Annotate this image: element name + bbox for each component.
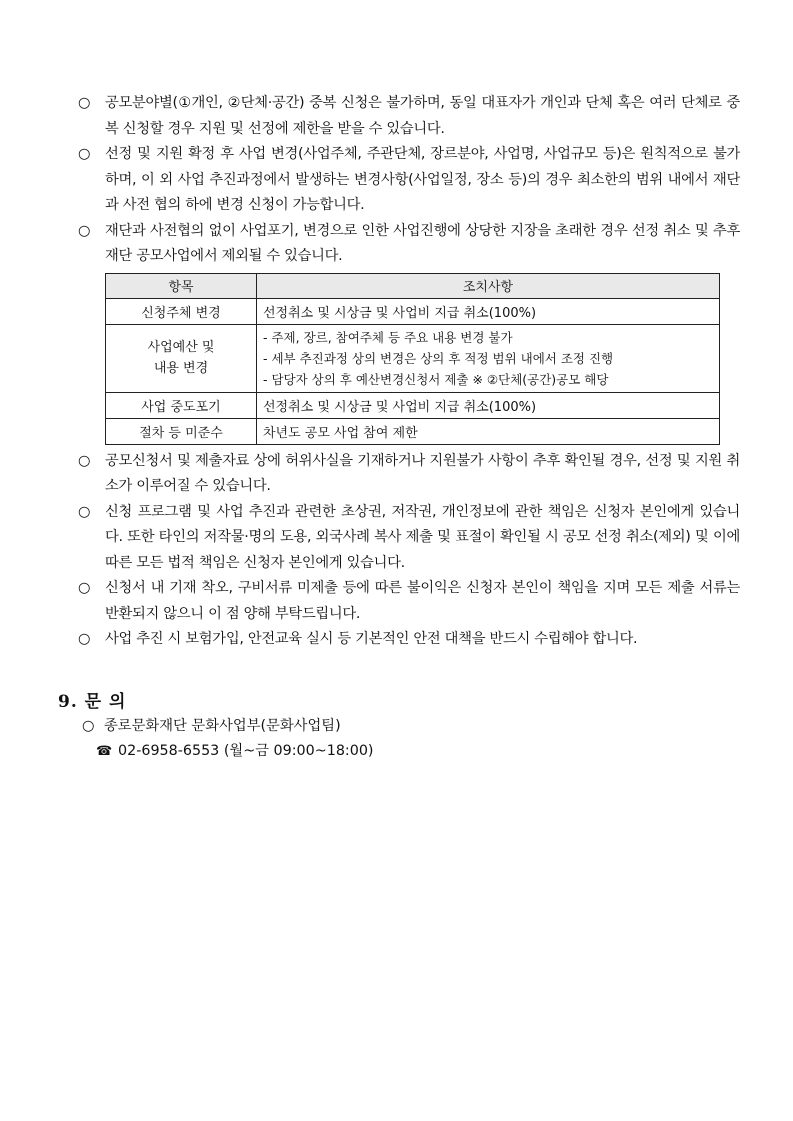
measures-table-wrap — [105, 273, 740, 445]
row-action: - 주제, 장르, 참여주체 등 주요 내용 변경 불가 - 세부 추진과정 상의 변경은 상의 후 적정 범위 내에서 조정 진행 - 담당자 상의 후 예산변경신청서 제출 ※ ②단체(공간)공모 해당 — [257, 324, 720, 392]
notice-item: ○ 선정 및 지원 확정 후 사업 변경(사업주체, 주관단체, 장르분야, 사업명, 사업규모 등)은 원칙적으로 불가하며, 이 외 사업 추진과정에서 발생하는 변경사항(사업일정, 장소 등)의 경우 최소한의 범위 내에서 재단과 사전 협의 하에 변경 신청이 가능합니다. — [78, 142, 740, 219]
circle-bullet-icon: ○ — [78, 222, 91, 239]
circle-bullet-icon: ○ — [78, 95, 91, 111]
table-header-row — [106, 273, 720, 298]
row-item: 사업 중도포기 — [106, 392, 257, 418]
phone-icon: ☎ — [96, 744, 113, 759]
circle-bullet-icon: ○ — [78, 580, 91, 596]
circle-bullet-icon: ○ — [82, 718, 95, 734]
notice-item: ○ 신청서 내 기재 착오, 구비서류 미제출 등에 따른 불이익은 신청자 본인이 책임을 지며 모든 제출 서류는 반환되지 않으니 이 점 양해 부탁드립니다. — [78, 576, 740, 627]
notice-item: ○ 공모신청서 및 제출자료 상에 허위사실을 기재하거나 지원불가 사항이 추후 확인될 경우, 선정 및 지원 취소가 이루어질 수 있습니다. — [78, 449, 740, 500]
row-action: 선정취소 및 시상금 및 사업비 지급 취소(100%) — [257, 298, 720, 324]
header-action: 조치사항 — [257, 273, 720, 298]
circle-bullet-icon: ○ — [78, 452, 91, 469]
table-row — [106, 324, 720, 392]
table-row — [106, 298, 720, 324]
row-item: 사업예산 및 내용 변경 — [106, 324, 257, 392]
row-action: 선정취소 및 시상금 및 사업비 지급 취소(100%) — [257, 392, 720, 418]
contact-org: 종로문화재단 문화사업부(문화사업팀) — [104, 718, 341, 734]
row-item: 절차 등 미준수 — [106, 418, 257, 444]
notice-item: ○ 신청 프로그램 및 사업 추진과 관련한 초상권, 저작권, 개인정보에 관한 책임은 신청자 본인에게 있습니다. 또한 타인의 저작물·명의 도용, 외국사례 복사 제출 및 표절이 확인될 시 공모 선정 취소(제외) 및 이에 따른 모든 법적 책임은 신청자 본인에게 있습니다. — [78, 500, 740, 577]
section-title: 9. 문 의 — [58, 692, 127, 712]
circle-bullet-icon: ○ — [78, 631, 91, 647]
header-item: 항목 — [106, 273, 257, 298]
contact-phone-line — [82, 739, 374, 764]
contact-phone: 02-6958-6553 (월~금 09:00~18:00) — [118, 743, 374, 759]
contact-block — [82, 714, 374, 764]
row-item: 신청주체 변경 — [106, 298, 257, 324]
notice-item: ○ 재단과 사전협의 없이 사업포기, 변경으로 인한 사업진행에 상당한 지장을 초래한 경우 선정 취소 및 추후 재단 공모사업에서 제외될 수 있습니다. — [78, 219, 740, 270]
notice-item: ○ 공모분야별(①개인, ②단체·공간) 중복 신청은 불가하며, 동일 대표자가 개인과 단체 혹은 여러 단체로 중복 신청할 경우 지원 및 선정에 제한을 받을 수 있습니다. — [78, 91, 740, 142]
circle-bullet-icon: ○ — [78, 146, 91, 162]
table-row — [106, 392, 720, 418]
contact-org-line — [82, 714, 374, 739]
circle-bullet-icon: ○ — [78, 503, 91, 520]
notice-item: ○ 사업 추진 시 보험가입, 안전교육 실시 등 기본적인 안전 대책을 반드시 수립해야 합니다. — [78, 627, 740, 653]
measures-table — [105, 273, 720, 445]
table-row — [106, 418, 720, 444]
notice-list — [78, 91, 740, 653]
row-action: 차년도 공모 사업 참여 제한 — [257, 418, 720, 444]
